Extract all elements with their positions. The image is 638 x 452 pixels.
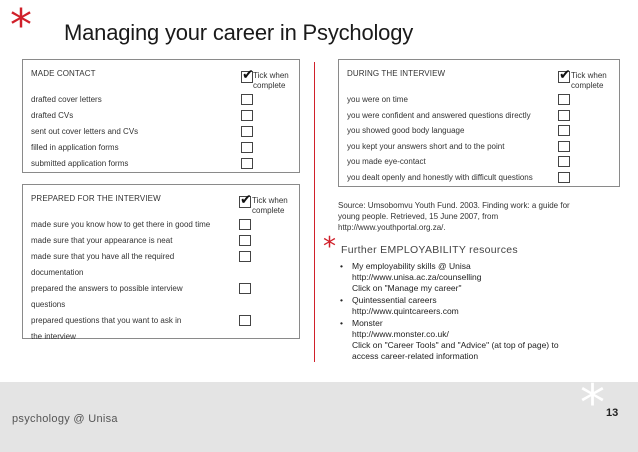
item-checkbox[interactable] [558,141,570,152]
prepared-heading: PREPARED FOR THE INTERVIEW [31,194,161,203]
prepared-header-checkbox[interactable] [239,192,252,208]
item-checkbox[interactable] [239,315,251,326]
footer-asterisk-icon: * [580,374,605,432]
item-checkbox[interactable] [241,94,253,105]
resource-line: Click on "Manage my career" [352,283,462,293]
checklist-item-line: documentation [31,268,84,277]
during-heading: DURING THE INTERVIEW [347,69,446,78]
page-title: Managing your career in Psychology [64,20,414,45]
tick-when-complete-label: Tick when complete [252,196,288,215]
item-checkbox[interactable] [558,94,570,105]
checklist-item: sent out cover letters and CVs [31,127,139,136]
checklist-item: submitted application forms [31,159,129,168]
resource-line: Monster [352,318,383,328]
checklist-item-line: made sure that your appearance is neat [31,236,173,245]
during-interview-checklist [338,59,620,187]
checklist-item: filled in application forms [31,143,119,152]
item-checkbox[interactable] [239,219,251,230]
item-checkbox[interactable] [239,283,251,294]
resource-line: Click on "Career Tools" and "Advice" (at top of page) to [352,340,559,350]
source-citation [338,200,616,233]
bullet-icon: • [340,295,343,305]
checklist-item: you showed good body language [347,126,465,135]
checklist-item: drafted cover letters [31,95,102,104]
item-checkbox[interactable] [241,110,253,121]
item-checkbox[interactable] [241,142,253,153]
resource-lines [352,295,459,317]
further-asterisk-icon: * [323,232,336,262]
made-contact-header-checkbox[interactable] [241,67,254,83]
checklist-item-line: questions [31,300,66,309]
item-checkbox[interactable] [241,126,253,137]
checklist-item-line: prepared questions that you want to ask in [31,316,182,325]
item-checkbox[interactable] [558,172,570,183]
bullet-icon: • [340,318,343,328]
prepared-checklist [22,184,300,339]
column-divider [314,62,315,362]
checkmark-icon: ✔ [559,67,571,83]
source-line: young people. Retrieved, 15 June 2007, from [338,212,499,221]
made-contact-heading: MADE CONTACT [31,69,96,78]
source-line: Source: Umsobomvu Youth Fund. 2003. Finding work: a guide for [338,201,570,210]
item-checkbox[interactable] [558,125,570,136]
item-checkbox[interactable] [558,110,570,121]
checklist-item: you were confident and answered questions directly [347,111,531,120]
checklist-item-line: made sure that you have all the required [31,252,175,261]
resource-link[interactable]: http://www.unisa.ac.za/counselling [352,272,482,282]
tick-when-complete-label: Tick when complete [571,71,607,90]
item-checkbox[interactable] [239,251,251,262]
checklist-item: drafted CVs [31,111,74,120]
resource-link[interactable]: http://www.monster.co.uk/ [352,329,449,339]
checklist-item: you made eye-contact [347,157,426,166]
checklist-item-line: prepared the answers to possible interview [31,284,183,293]
bullet-icon: • [340,261,343,271]
checklist-item-line: made sure you know how to get there in good time [31,220,211,229]
made-contact-checklist [22,59,300,173]
checkmark-icon: ✔ [242,67,254,83]
checkmark-icon: ✔ [240,192,252,208]
resource-line: Quintessential careers [352,295,437,305]
footer-label: psychology @ Unisa [12,413,118,425]
title-asterisk-icon: * [10,0,32,51]
page-number: 13 [606,407,619,419]
resource-lines [352,318,559,362]
source-line: http://www.youthportal.org.za/. [338,223,446,232]
item-checkbox[interactable] [558,156,570,167]
tick-when-complete-label: Tick when complete [253,71,289,90]
resource-lines [352,261,481,294]
item-checkbox[interactable] [241,158,253,169]
during-header-checkbox[interactable] [558,67,571,83]
checklist-item: you dealt openly and honestly with difficult questions [347,173,533,182]
item-checkbox[interactable] [239,235,251,246]
resource-line: access career-related information [352,351,479,361]
checklist-item: you kept your answers short and to the point [347,142,505,151]
resource-line: My employability skills @ Unisa [352,261,471,271]
resource-link[interactable]: http://www.quintcareers.com [352,306,459,316]
checklist-item-line: the interview [31,332,76,341]
checklist-item: you were on time [347,95,408,104]
further-resources-title: Further EMPLOYABILITY resources [341,244,518,256]
